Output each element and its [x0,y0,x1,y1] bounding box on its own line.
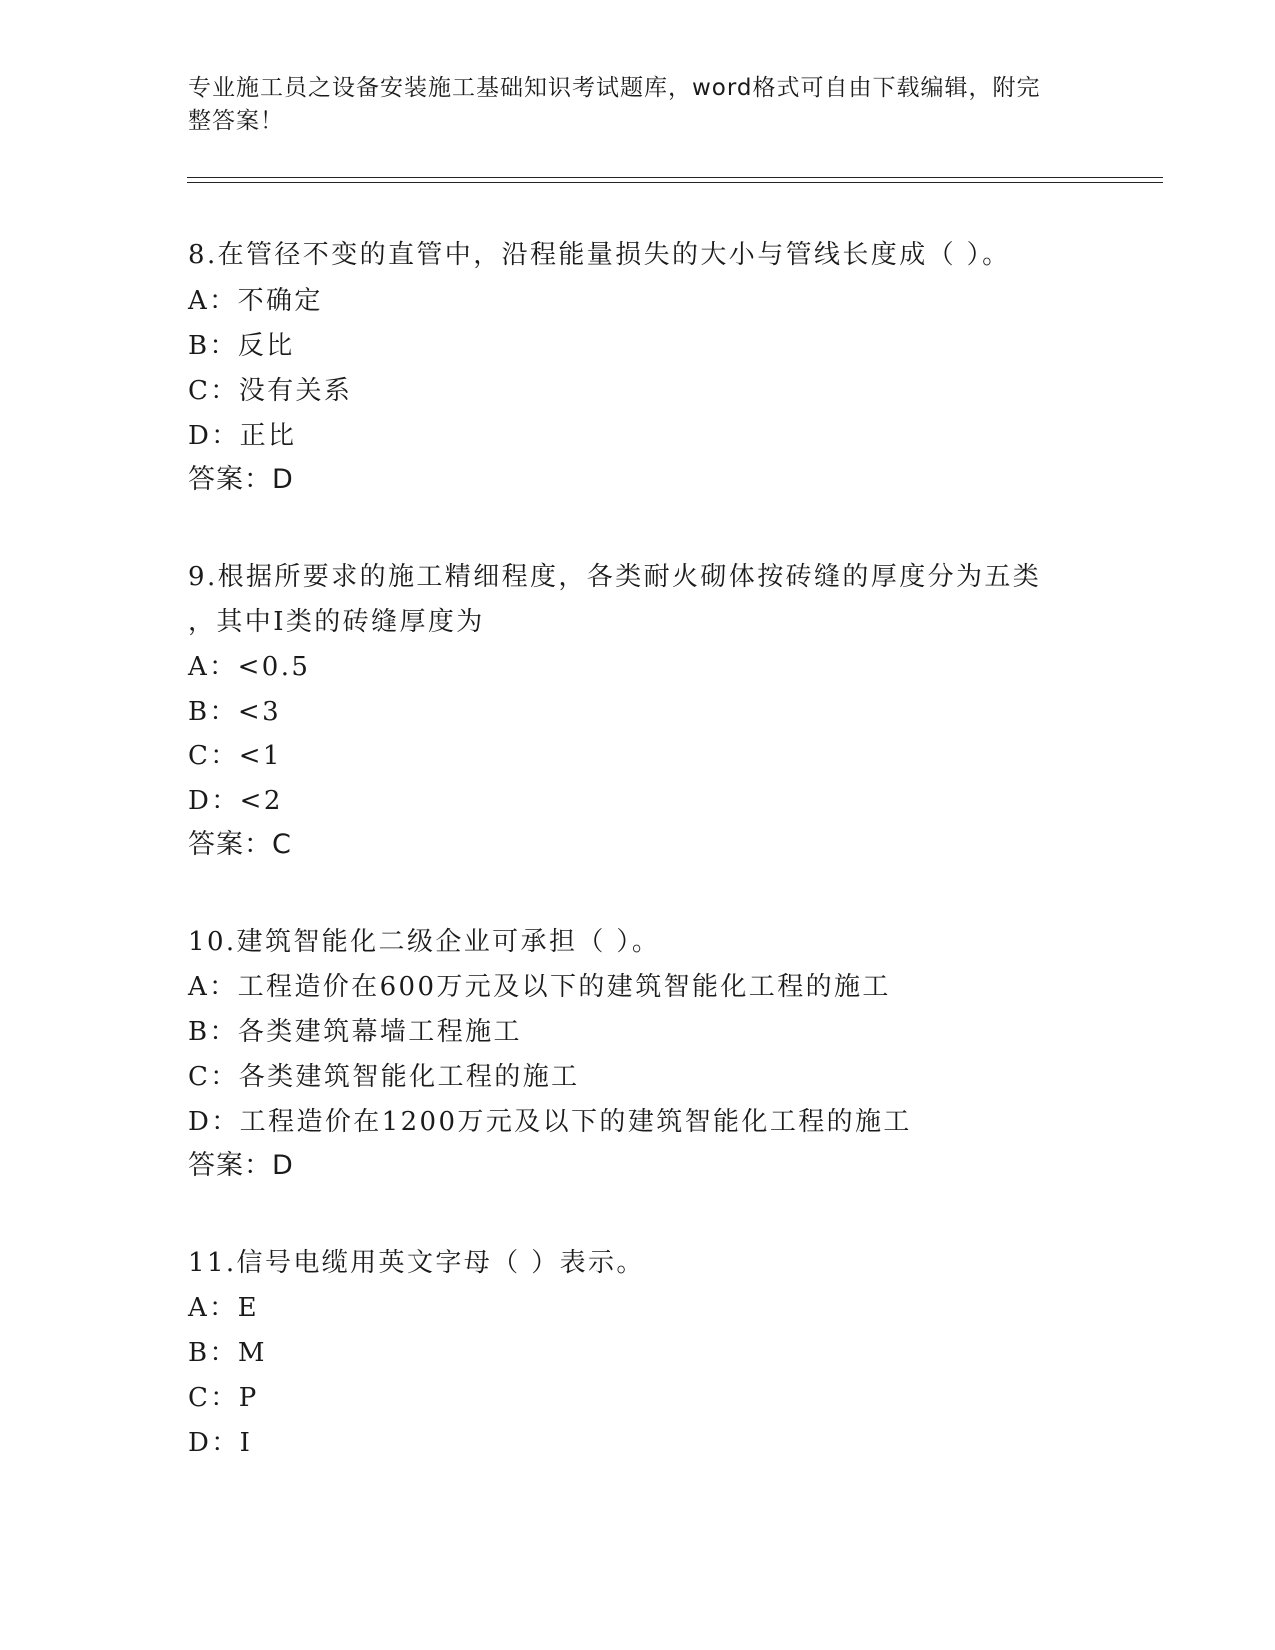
question-11-option-d: D：I [188,1428,253,1458]
question-10-option-d: D：工程造价在1200万元及以下的建筑智能化工程的施工 [188,1107,912,1137]
question-10-stem: 10.建筑智能化二级企业可承担（ ）。 [188,927,661,957]
question-10-answer: 答案：D [188,1150,294,1181]
question-11-stem: 11.信号电缆用英文字母（ ）表示。 [188,1248,645,1278]
question-8-option-d: D：正比 [188,421,297,451]
question-9-option-b: B：<3 [188,697,282,727]
question-8-option-b: B：反比 [188,331,295,361]
header-divider-bottom [187,182,1163,183]
question-9-answer: 答案：C [188,829,292,860]
question-9-option-c: C：<1 [188,741,282,771]
question-10-option-c: C：各类建筑智能化工程的施工 [188,1062,580,1092]
question-8-answer: 答案：D [188,464,294,495]
question-8-option-c: C：没有关系 [188,376,353,406]
question-11-option-a: A：E [188,1293,259,1323]
question-9-option-a: A：<0.5 [188,652,311,682]
question-8-option-a: A：不确定 [188,286,323,316]
question-9-option-d: D：<2 [188,786,283,816]
header-title-line1: 专业施工员之设备安装施工基础知识考试题库，word格式可自由下载编辑，附完 [188,75,1041,101]
header-title-line2: 整答案！ [188,108,284,134]
header-divider-top [187,177,1163,178]
document-header [188,72,1078,138]
question-11-option-b: B：M [188,1338,267,1368]
question-11-option-c: C：P [188,1383,259,1413]
question-10-option-b: B：各类建筑幕墙工程施工 [188,1017,522,1047]
question-9-stem-continued: ，其中Ⅰ类的砖缝厚度为 [188,607,485,637]
question-9-stem: 9.根据所要求的施工精细程度，各类耐火砌体按砖缝的厚度分为五类 [188,562,1042,592]
question-8-stem: 8.在管径不变的直管中，沿程能量损失的大小与管线长度成（ ）。 [188,240,1011,270]
question-10-option-a: A：工程造价在600万元及以下的建筑智能化工程的施工 [188,972,891,1002]
